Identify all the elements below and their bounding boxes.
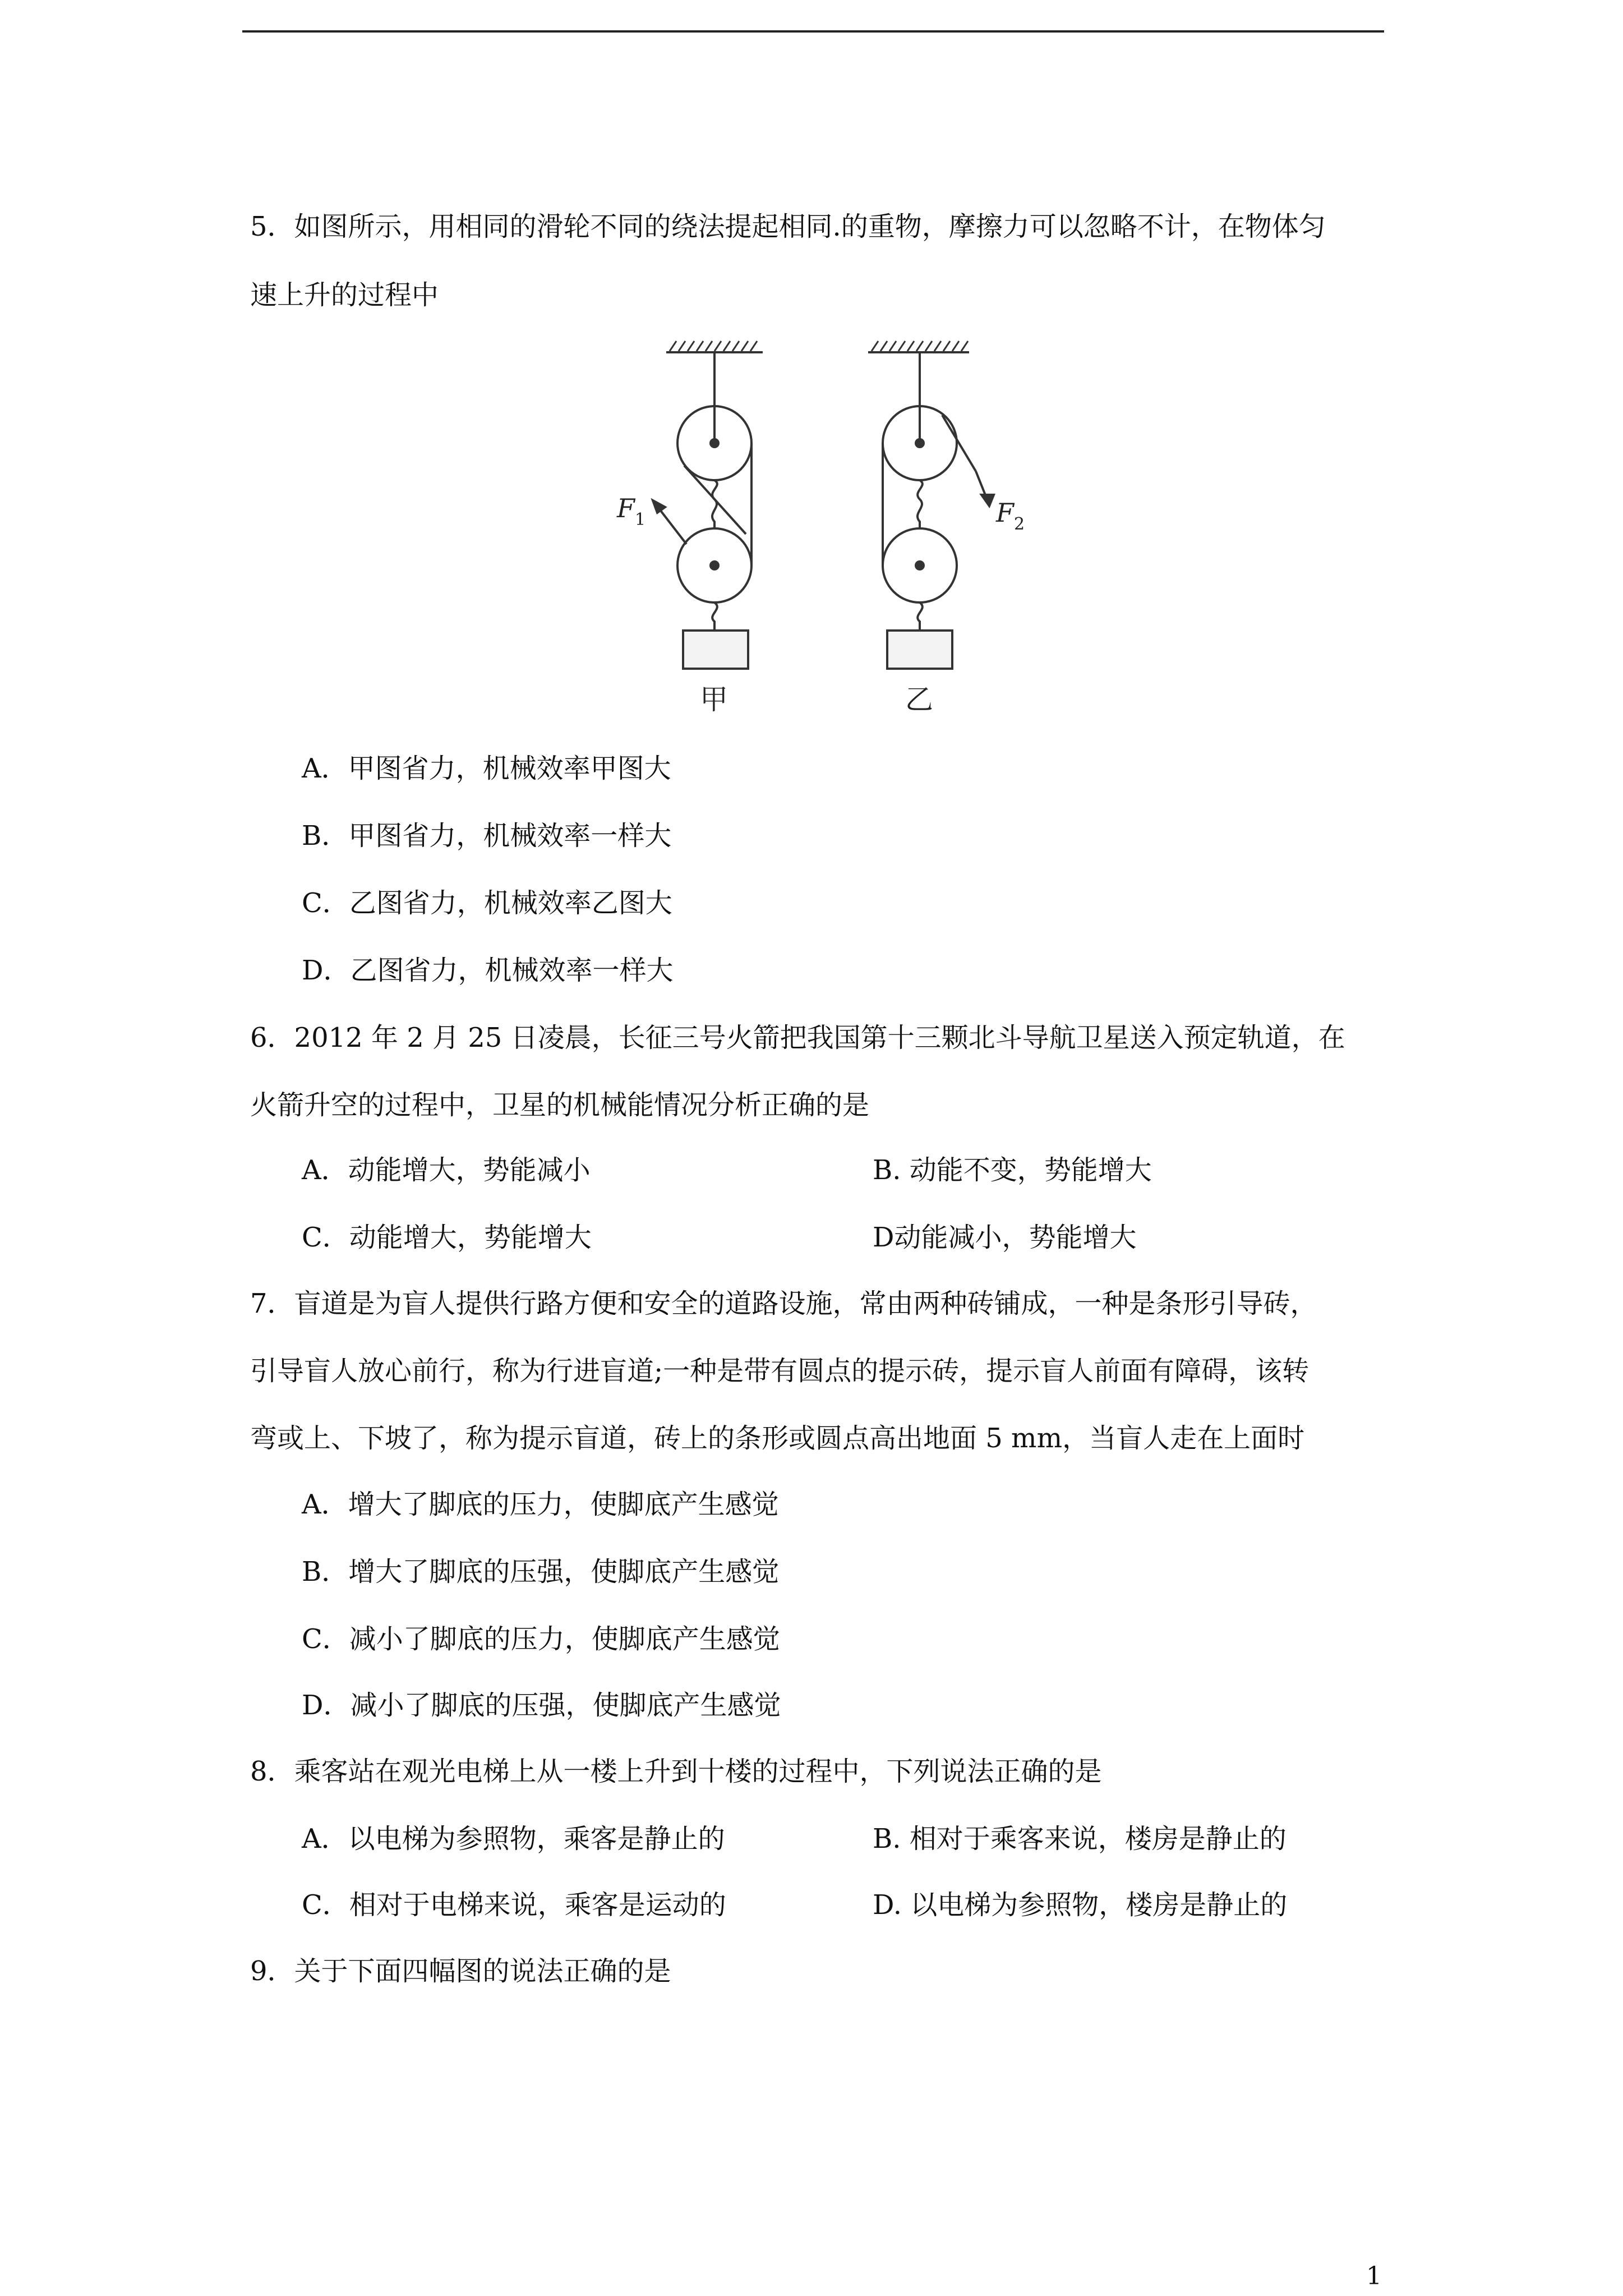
f1-subscript: 1 xyxy=(635,510,646,530)
q8-option-a: A．以电梯为参照物，乘客是静止的 xyxy=(302,1823,725,1855)
q5-option-b: B．甲图省力，机械效率一样大 xyxy=(302,820,672,852)
q7-stem-line3: 弯或上、下坡了，称为提示盲道，砖上的条形或圆点高出地面 5 mm，当盲人走在上面时 xyxy=(250,1423,1305,1454)
q8-option-b: B. 相对于乘客来说，楼房是静止的 xyxy=(873,1823,1287,1855)
q8-stem-line1: 8．乘客站在观光电梯上从一楼上升到十楼的过程中，下列说法正确的是 xyxy=(250,1756,1102,1787)
q8-option-c: C．相对于电梯来说，乘客是运动的 xyxy=(302,1889,726,1921)
q9-stem-line1: 9．关于下面四幅图的说法正确的是 xyxy=(250,1955,671,1987)
q5-option-d: D．乙图省力，机械效率一样大 xyxy=(302,955,674,986)
left-figure-caption: 甲 xyxy=(700,683,728,716)
f2-subscript: 2 xyxy=(1014,514,1025,534)
q6-option-b: B. 动能不变，势能增大 xyxy=(873,1154,1152,1186)
f2-label: F xyxy=(996,498,1014,528)
q6-option-a: A．动能增大，势能减小 xyxy=(302,1154,591,1186)
q7-stem-line2: 引导盲人放心前行，称为行进盲道;一种是带有圆点的提示砖，提示盲人前面有障碍，该转 xyxy=(250,1355,1310,1387)
header-rule xyxy=(242,30,1384,33)
q7-option-b: B．增大了脚底的压强，使脚底产生感觉 xyxy=(302,1556,780,1588)
q5-option-a: A．甲图省力，机械效率甲图大 xyxy=(302,753,671,784)
q7-option-a: A．增大了脚底的压力，使脚底产生感觉 xyxy=(302,1489,779,1520)
left-ceiling-hatch xyxy=(670,341,757,351)
q5-option-c: C．乙图省力，机械效率乙图大 xyxy=(302,887,672,919)
q5-stem-line2: 速上升的过程中 xyxy=(250,279,439,311)
q7-stem-line1: 7．盲道是为盲人提供行路方便和安全的道路设施，常由两种砖铺成，一种是条形引导砖， xyxy=(250,1288,1317,1319)
left-load xyxy=(683,631,748,669)
right-load xyxy=(887,631,952,669)
q6-option-d: D动能减小，势能增大 xyxy=(873,1222,1137,1253)
q8-option-d: D. 以电梯为参照物，楼房是静止的 xyxy=(873,1889,1288,1921)
right-figure-caption: 乙 xyxy=(905,683,933,716)
page-number: 1 xyxy=(1366,2262,1382,2290)
q5-stem-line1: 5．如图所示，用相同的滑轮不同的绕法提起相同.的重物，摩擦力可以忽略不计，在物体匀 xyxy=(250,211,1326,242)
q6-option-c: C．动能增大，势能增大 xyxy=(302,1222,592,1253)
right-ceiling-hatch xyxy=(872,341,968,351)
q7-option-c: C．减小了脚底的压力，使脚底产生感觉 xyxy=(302,1623,780,1655)
pulley-figure xyxy=(594,337,1043,718)
q7-option-d: D．减小了脚底的压强，使脚底产生感觉 xyxy=(302,1690,781,1721)
q6-stem-line2: 火箭升空的过程中，卫星的机械能情况分析正确的是 xyxy=(250,1089,870,1121)
q6-stem-line1: 6．2012 年 2 月 25 日凌晨，长征三号火箭把我国第十三颗北斗导航卫星送入预定轨道，在 xyxy=(250,1022,1345,1053)
f1-label: F xyxy=(617,493,635,523)
